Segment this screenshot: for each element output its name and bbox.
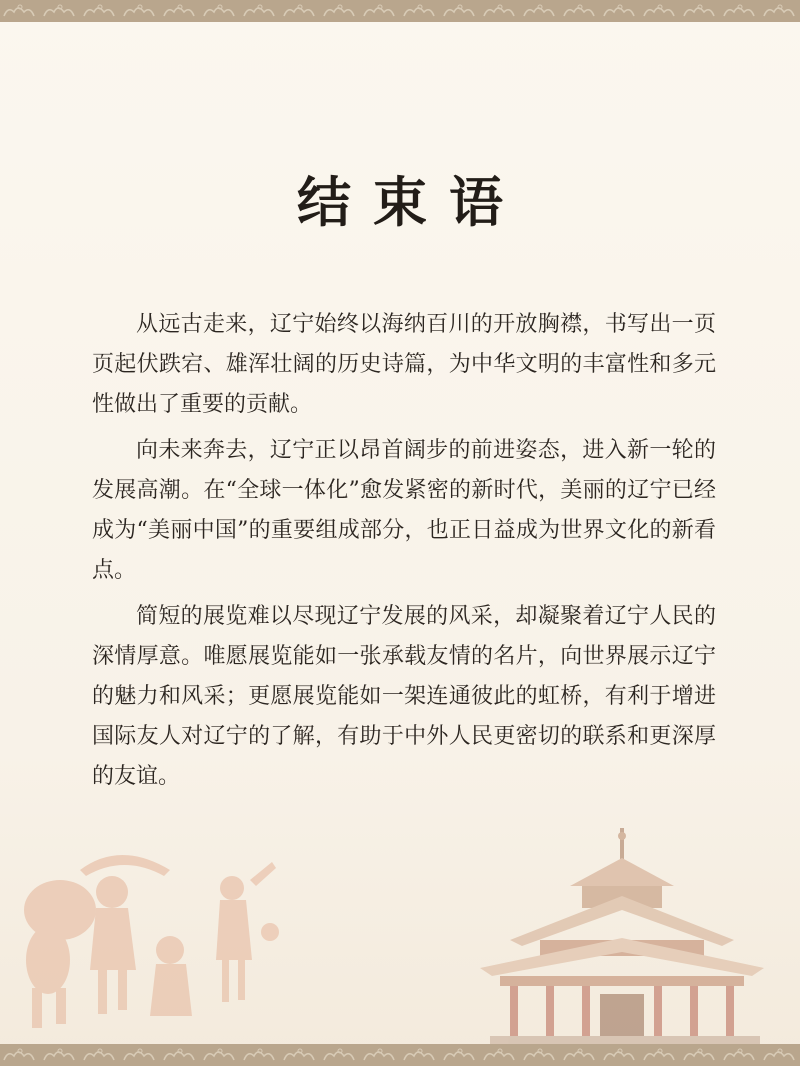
cloud-pattern-top: [0, 0, 800, 22]
pagoda-illustration: [470, 828, 780, 1044]
paper-cut-icon: [0, 840, 300, 1040]
paragraph-2: 向未来奔去，辽宁正以昂首阔步的前进姿态，进入新一轮的发展高潮。在“全球一体化”愈发紧密的新时代，美丽的辽宁已经成为“美丽中国”的重要组成部分，也正日益成为世界文化的新看点。: [92, 438, 716, 583]
paper-cut-figures-illustration: [0, 840, 300, 1040]
paragraph-3: 简短的展览难以尽现辽宁发展的风采，却凝聚着辽宁人民的深情厚意。唯愿展览能如一张承载友情的名片，向世界展示辽宁的魅力和风采；更愿展览能如一架连通彼此的虹桥，有利于增进国际友人对辽宁的了解，有助于中外人民更密切的联系和更深厚的友谊。: [92, 604, 716, 789]
body-text: [92, 305, 716, 803]
bottom-border-band: [0, 1044, 800, 1066]
page-title: 结束语: [297, 170, 525, 234]
top-border-band: [0, 0, 800, 22]
cloud-pattern-bottom: [0, 1044, 800, 1066]
paragraph-1: 从远古走来，辽宁始终以海纳百川的开放胸襟，书写出一页页起伏跌宕、雄浑壮阔的历史诗篇，为中华文明的丰富性和多元性做出了重要的贡献。: [92, 312, 716, 417]
pagoda-icon: [470, 828, 780, 1044]
